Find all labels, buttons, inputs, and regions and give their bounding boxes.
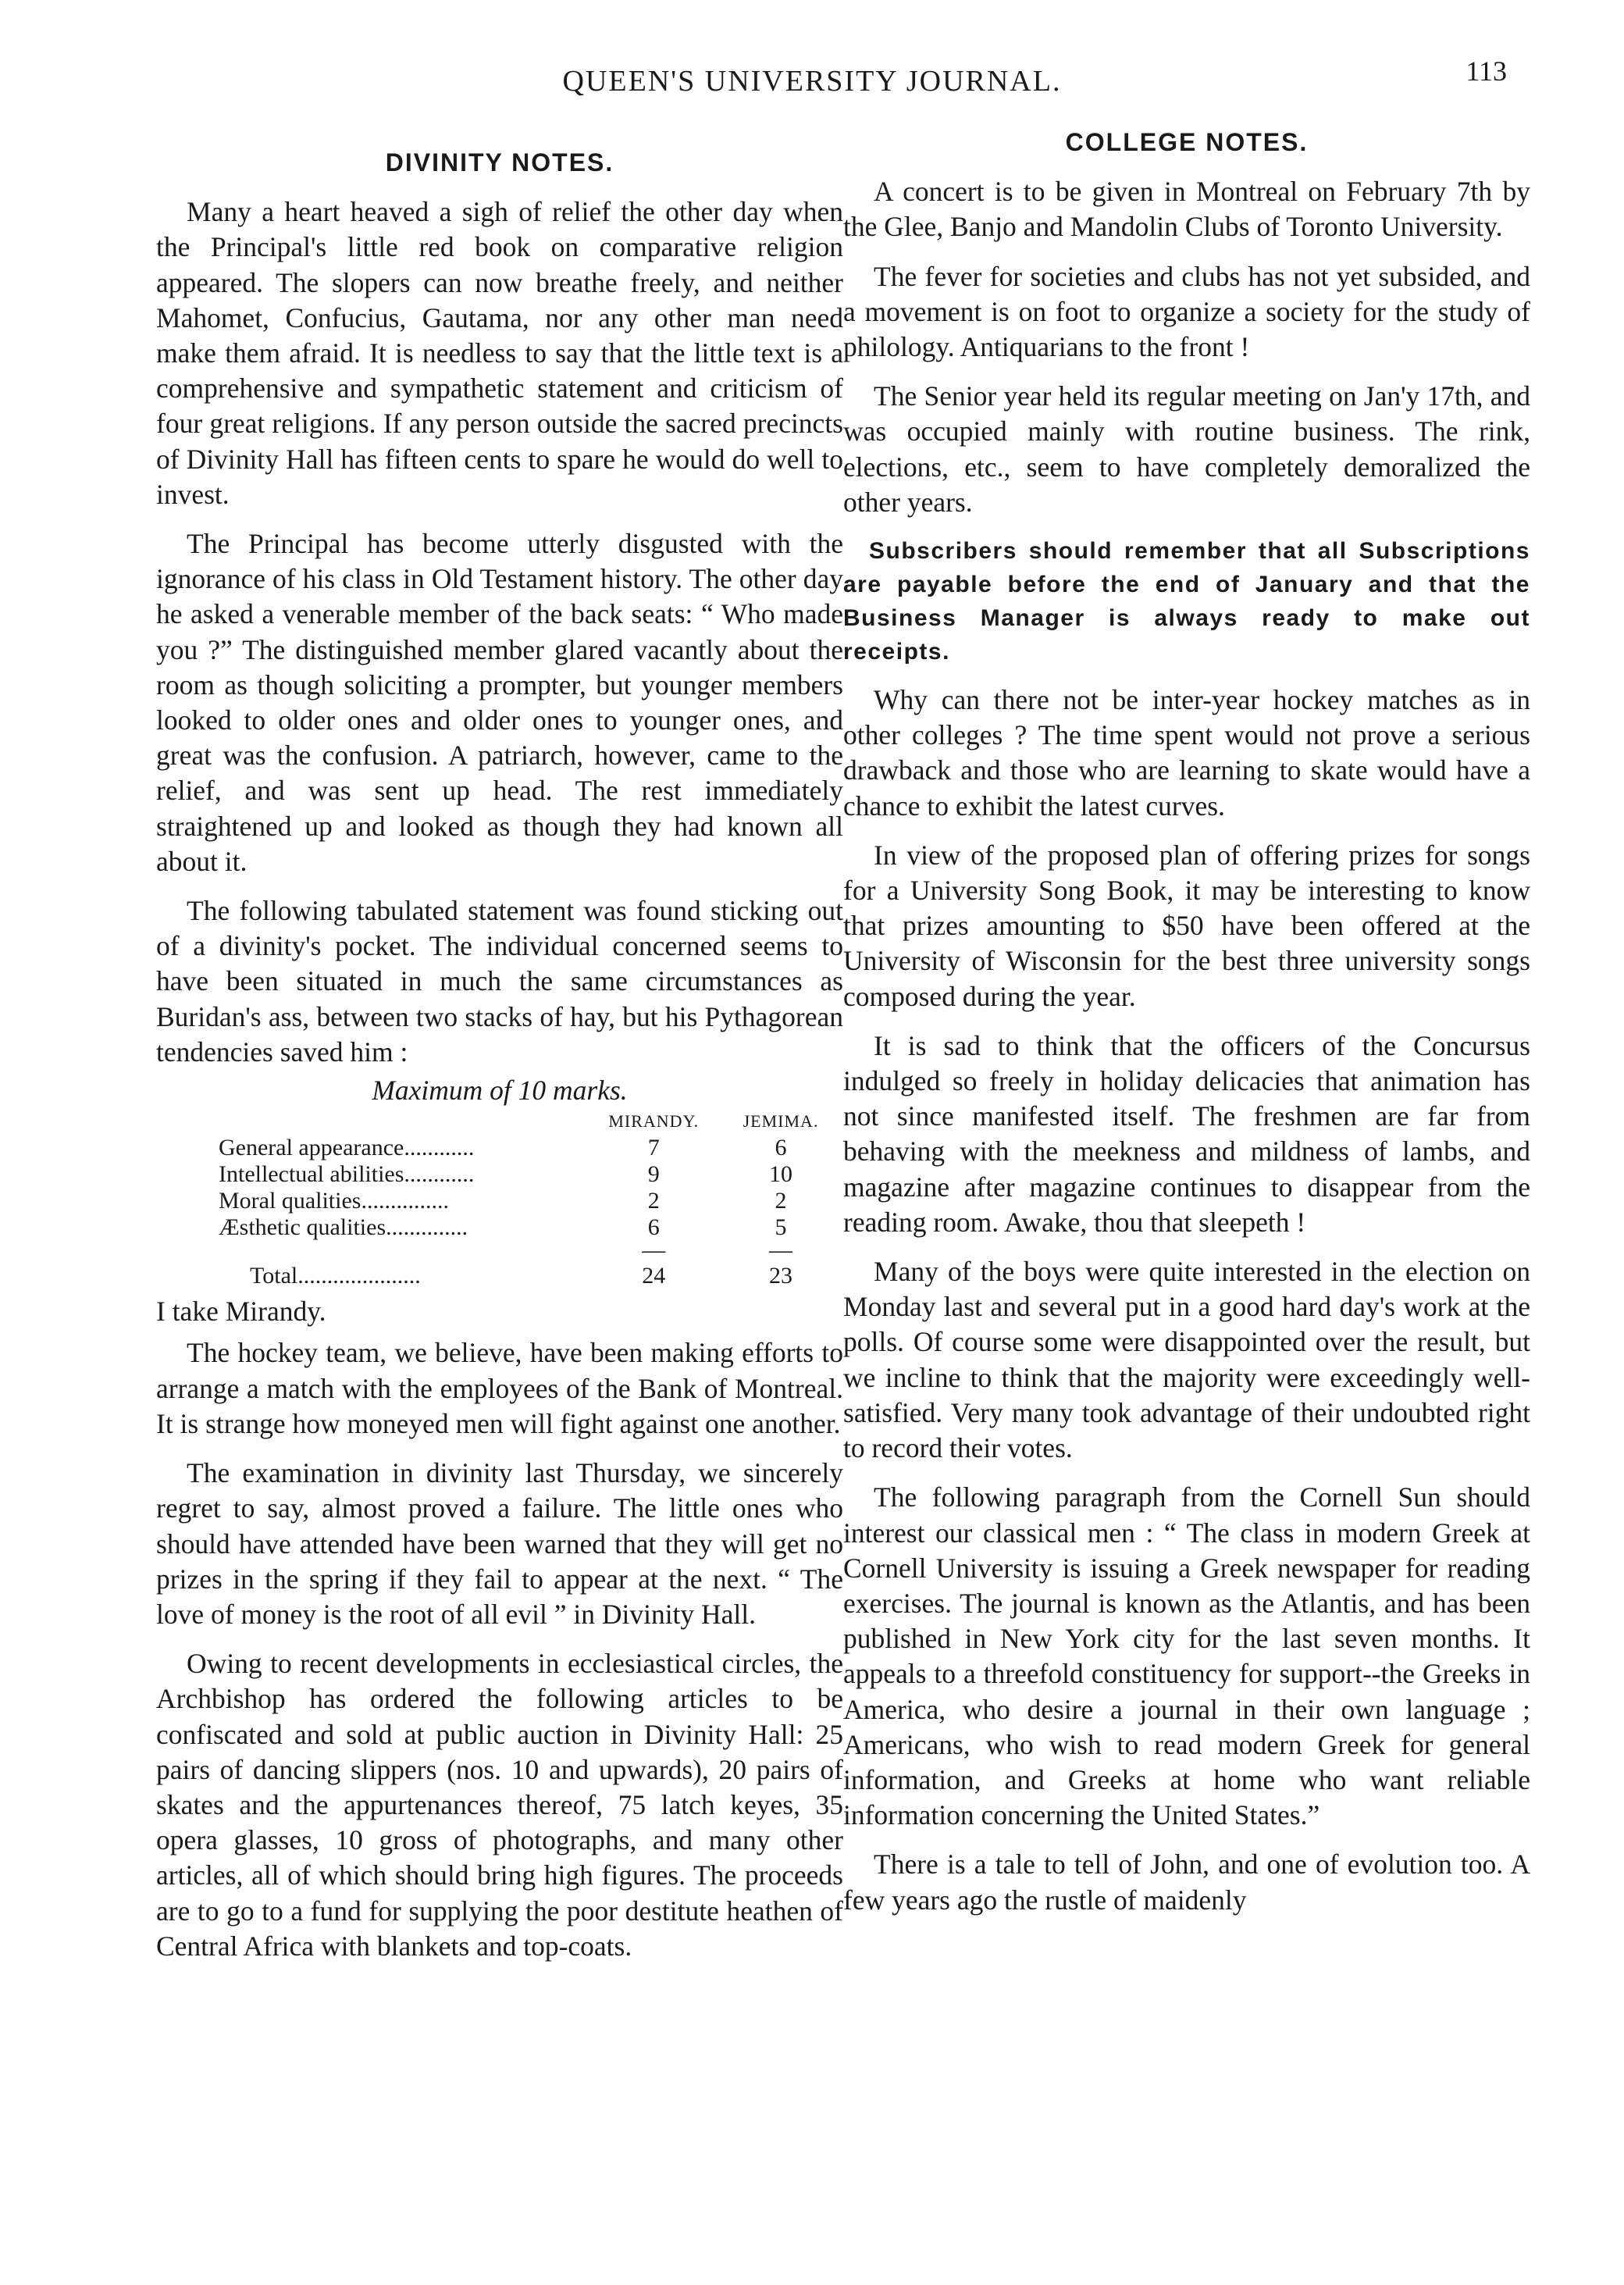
table-divider-row: [203, 1241, 843, 1260]
jemima-score: 10: [769, 1161, 793, 1188]
jemima-score: 6: [775, 1135, 787, 1161]
college-notes-title: COLLEGE NOTES.: [1065, 128, 1309, 156]
row-label: General appearance............: [219, 1135, 475, 1161]
table-row: [203, 1161, 843, 1188]
paragraph: The following paragraph from the Cornell Sun should interest our classical men : “ The class in modern Greek at Cornell University is issuing a Greek newspaper for reading exercises. The journal is known as the Atlantis, and has been published in New York city for the last seven months. It appeals to a threefold constituency for support--the Greeks in America, who desire a journal in their own language ; Americans, who wish to read modern Greek for general information, and Greeks at home who want reliable information concerning the United States.”: [843, 1481, 1530, 1831]
mirandy-score: 6: [647, 1214, 660, 1241]
paragraph: There is a tale to tell of John, and one of evolution too. A few years ago the rustle of maidenly: [843, 1848, 1530, 1916]
paragraph: It is sad to think that the officers of the Concursus indulged so freely in holiday delicacies that animation has not since manifested itself. The freshmen are far from behaving with the meekness and mildness of lambs, and magazine after magazine continues to disappear from the reading room. Awake, thou that sleepeth !: [843, 1029, 1530, 1238]
row-label: Æsthetic qualities..............: [219, 1214, 468, 1241]
jemima-total: 23: [769, 1263, 793, 1289]
paragraph: Owing to recent developments in ecclesiastical circles, the Archbishop has ordered the following articles to be confiscated and sold at public auction in Divinity Hall: 25 pairs of dancing slippers (nos. 10 and upwards), 20 pairs of skates and the appurtenances thereof, 75 latch keyes, 35 opera glasses, 10 gross of photographs, and many other articles, all of which should bring high figures. The proceeds are to go to a fund for supplying the poor destitute heathen of Central Africa with blankets and top-coats.: [156, 1648, 843, 1962]
paragraph: The fever for societies and clubs has not yet subsided, and a movement is on foot to organize a society for the study of philology. Antiquarians to the front !: [843, 260, 1530, 363]
column-header-mirandy: MIRANDY.: [608, 1111, 700, 1132]
mirandy-score: 7: [647, 1135, 660, 1161]
mirandy-score: 2: [647, 1188, 660, 1214]
table-total-row: [203, 1260, 843, 1289]
paragraph: The following tabulated statement was found sticking out of a divinity's pocket. The individual concerned seems to have been situated in much the same circumstances as Buridan's ass, between two stacks of hay, but his Pythagorean tendencies saved him :: [156, 895, 843, 1068]
paragraph: I take Mirandy.: [156, 1296, 326, 1328]
paragraph: Many a heart heaved a sigh of relief the other day when the Principal's little red book on comparative religion appeared. The slopers can now breathe freely, and neither Mahomet, Confucius, Gautama, nor any other man need make them afraid. It is needless to say that the little text is a comprehensive and sympathetic statement and criticism of four great religions. If any person outside the sacred precincts of Divinity Hall has fifteen cents to spare he would do well to invest.: [156, 196, 843, 510]
paragraph: The Senior year held its regular meeting on Jan'y 17th, and was occupied mainly with routine business. The rink, elections, etc., seem to have completely demoralized the other years.: [843, 380, 1530, 518]
paragraph: Why can there not be inter-year hockey matches as in other colleges ? The time spent would not prove a serious drawback and those who are learning to skate would have a chance to exhibit the latest curves.: [843, 684, 1530, 822]
mirandy-score: 9: [647, 1161, 660, 1188]
paragraph: In view of the proposed plan of offering prizes for songs for a University Song Book, it may be interesting to know that prizes amounting to $50 have been offered at the University of Wisconsin for the best three university songs composed during the year.: [843, 839, 1530, 1012]
jemima-score: 2: [775, 1188, 787, 1214]
divinity-notes-column: [156, 145, 843, 1978]
row-label: Moral qualities...............: [219, 1188, 449, 1214]
table-row: [203, 1135, 843, 1161]
total-label: Total.....................: [250, 1263, 421, 1289]
table-row: [203, 1214, 843, 1241]
marks-table: [203, 1108, 843, 1289]
column-header-jemima: JEMIMA.: [743, 1111, 819, 1132]
college-notes-column: [843, 125, 1530, 1932]
marks-table-header: [203, 1108, 843, 1135]
subscription-notice: Subscribers should remember that all Subscriptions are payable before the end of January and that the Business Manager is always ready to make out receipts.: [843, 538, 1530, 665]
page-number: 113: [1466, 55, 1507, 87]
divinity-notes-title: DIVINITY NOTES.: [385, 148, 614, 176]
mirandy-total: 24: [642, 1263, 666, 1289]
paragraph: Many of the boys were quite interested in the election on Monday last and several put in a good hard day's work at the polls. Of course some were disappointed over the result, but we incline to think that the majority were exceedingly well-satisfied. Very many took advantage of their undoubted right to record their votes.: [843, 1256, 1530, 1464]
journal-title: QUEEN'S UNIVERSITY JOURNAL.: [562, 65, 1062, 98]
divider-dash: —: [642, 1237, 666, 1264]
marks-table-caption: Maximum of 10 marks.: [372, 1075, 628, 1107]
jemima-score: 5: [775, 1214, 787, 1241]
paragraph: A concert is to be given in Montreal on February 7th by the Glee, Banjo and Mandolin Clubs of Toronto University.: [843, 176, 1530, 243]
paragraph: The examination in divinity last Thursday, we sincerely regret to say, almost proved a failure. The little ones who should have attended have been warned that they will get no prizes in the spring if they fail to appear at the next. “ The love of money is the root of all evil ” in Divinity Hall.: [156, 1457, 843, 1630]
row-label: Intellectual abilities............: [219, 1161, 475, 1188]
paragraph: The Principal has become utterly disgusted with the ignorance of his class in Old Testament history. The other day he asked a venerable member of the back seats: “ Who made you ?” The distinguished member glared vacantly about the room as though soliciting a prompter, but younger members looked to older ones and older ones to younger ones, and great was the confusion. A patriarch, however, came to the relief, and was sent up head. The rest immediately straightened up and looked as though they had known all about it.: [156, 528, 843, 877]
divider-dash: —: [769, 1237, 793, 1264]
paragraph: The hockey team, we believe, have been making efforts to arrange a match with the employees of the Bank of Montreal. It is strange how moneyed men will fight against one another.: [156, 1337, 843, 1439]
table-row: [203, 1188, 843, 1214]
